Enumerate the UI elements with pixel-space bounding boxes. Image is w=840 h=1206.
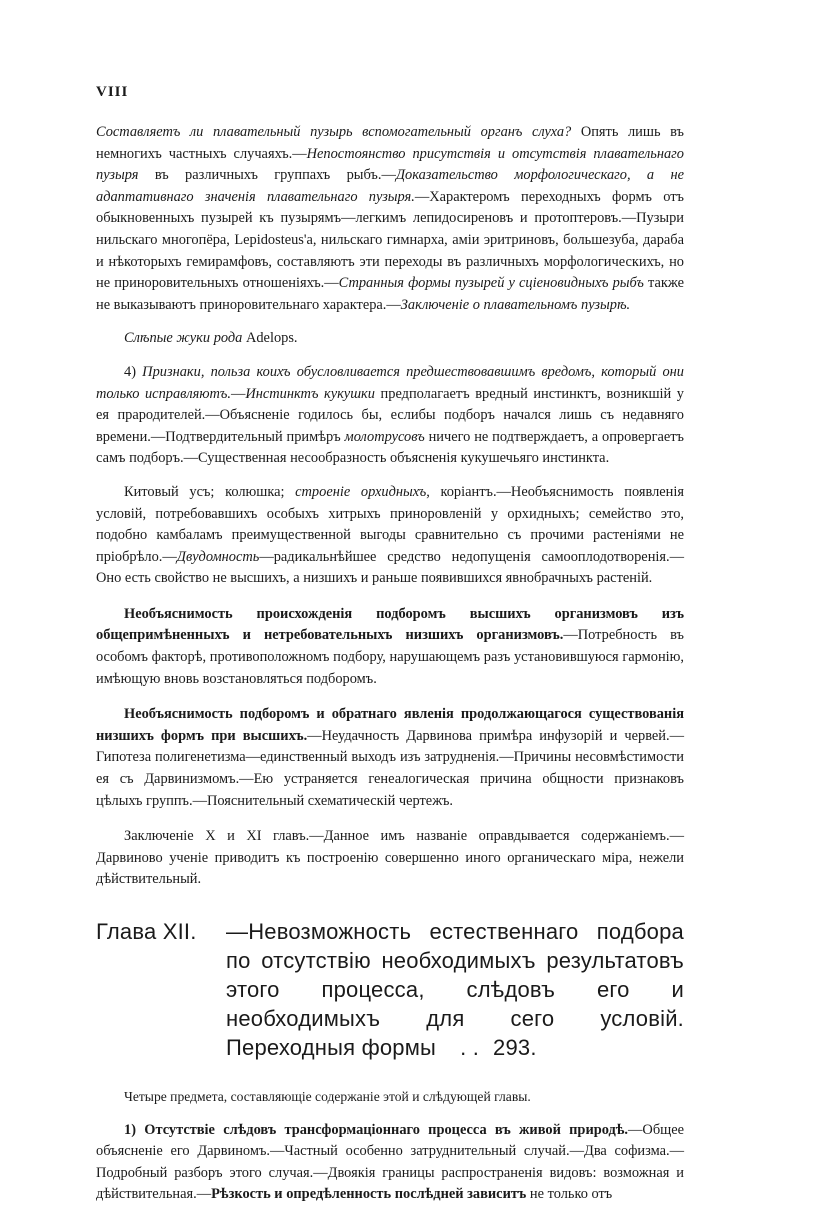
text: — — [230, 385, 246, 402]
text: —радикальнѣйшее средство недопущенія самооплодотворенія.—Оно есть свойство не высшихъ, а низшихъ и раньше появившихся явнобрачныхъ растеній. — [96, 548, 684, 587]
text: не только отъ — [526, 1186, 613, 1203]
paragraph-adelops — [96, 328, 684, 350]
paragraph-absence-of-traces — [96, 1120, 684, 1206]
chapter-page-number: 293. — [493, 1035, 537, 1060]
paragraph-higher-organisms — [96, 604, 684, 690]
italic-phrase: молотрусовъ — [344, 428, 425, 445]
text: ничего не подтверждаетъ, а опровергаетъ самъ подборъ.—Существенная несообразность объясненія кукушечьяго инстинкта. — [96, 428, 684, 467]
italic-phrase: Странныя формы пузырей у сціеновидныхъ рыбъ — [338, 275, 644, 292]
text: —Общее объясненіе его Дарвиномъ.—Частный особенно затруднительный случай.—Два софизма.—Подробный разборъ этого случая.—Двоякія границы распространенія видовъ: возможная и дѣйствительная.— — [96, 1121, 684, 1203]
text: , коріантъ.—Необъяснимость появленія условій, потребовавшихъ особыхъ хитрыхъ приноровленій у орхидныхъ; семейство это, подобно камбаламъ преимущественной выгоды сравнительно съ прочими растеніями не пріобрѣло.— — [96, 483, 684, 565]
italic-phrase: строеніе орхидныхъ — [295, 483, 427, 500]
italic-phrase: Признаки, польза коихъ обусловливается предшествовавшимъ вредомъ, который они только исправляютъ. — [96, 363, 684, 402]
bold-heading: 1) Отсутствіе слѣдовъ трансформаціоннаго процесса въ живой природѣ. — [124, 1121, 629, 1138]
leader-dots: . . — [460, 1035, 480, 1060]
text: Китовый усъ; колюшка; — [124, 483, 296, 500]
text: предполагаетъ вредный инстинктъ, возникшій у ея прародителей.—Объясненіе годилось бы, еслибы подборъ начался лишь съ недавняго времени.—Подтвердительный примѣръ — [96, 385, 684, 445]
chapter-label: Глава XII. — [96, 919, 197, 944]
italic-phrase: Инстинктъ кукушки — [245, 385, 375, 402]
text: —Неудачность Дарвинова примѣра инфузорій и червей.—Гипотеза полигенетизма—единственный выходъ изъ затрудненія.—Причины несовмѣстимости ея съ Дарвинизмомъ.—Ею устраняется генеалогическая причина общности признаковъ цѣлыхъ группъ.—Пояснительный схематическій чертежъ. — [96, 727, 684, 809]
text: —Характеромъ переходныхъ формъ отъ обыкновенныхъ пузырей къ пузырямъ—легкимъ лепидосиреновъ и протоптеровъ.—Пузыри нильскаго многопёра, Lepidosteus'а, нильскаго гимнарха, аміи эритриновъ, большезуба, дараба и нѣкоторыхъ гемирамфовъ, составляютъ эти переходы въ различныхъ морфологическихъ, но не приноровительныхъ отношеніяхъ.— — [96, 188, 684, 292]
paragraph-four-subjects — [96, 1086, 684, 1108]
italic-phrase: Заключеніе о плавательномъ пузырѣ. — [400, 296, 631, 313]
paragraph-swim-bladder — [96, 122, 684, 316]
text: въ различныхъ группахъ рыбъ.— — [138, 167, 396, 184]
italic-phrase: Двудомность — [176, 548, 260, 565]
question-heading: Составляетъ ли плавательный пузырь вспомогательный органъ слуха? — [96, 124, 572, 140]
text: —Данное имъ названіе оправдывается содержаніемъ.—Дарвиново ученіе приводитъ къ построенію совершенно иного органическаго міра, нежели дѣйствительный. — [96, 828, 684, 888]
item-number: 4) — [124, 363, 143, 380]
text: также не выказываютъ приноровительнаго характера.— — [96, 275, 684, 313]
paragraph-cuckoo — [96, 362, 684, 470]
italic-phrase: Слѣпые жуки рода — [124, 330, 243, 347]
chapter-title — [226, 917, 684, 1062]
text: Опять лишь въ немногихъ частныхъ случаяхъ.— — [96, 124, 684, 162]
paragraph-orchids — [96, 482, 684, 590]
chapter-heading — [96, 917, 684, 1062]
toc-body — [96, 122, 684, 1206]
bold-heading: Рѣзкость и опредѣленность послѣдней зависитъ — [211, 1186, 527, 1203]
text: Четыре предмета, составляющіе содержаніе этой и слѣдующей главы. — [124, 1089, 531, 1104]
text: Adelops. — [242, 330, 298, 347]
bold-heading: Необъяснимость происхожденія подборомъ высшихъ организмовъ изъ общепримѣненныхъ и нетребовательныхъ низшихъ организмовъ. — [96, 605, 684, 644]
text: —Потребность въ особомъ факторѣ, противоположномъ подбору, нарушающемъ разъ установившуюся гармонію, имѣющую вновь возстановляться подборомъ. — [96, 627, 684, 687]
conclusion-lead: Заключеніе X и XI главъ. — [124, 828, 310, 845]
italic-phrase: Непостоянство присутствія и отсутствія плавательнаго пузыря — [96, 145, 684, 184]
chapter-title-text: —Невозможность естественнаго подбора по отсутствію необходимыхъ результатовъ этого процесса, слѣдовъ его и необходимыхъ для сего условій. Переходныя формы — [226, 919, 684, 1060]
italic-phrase: Доказательство морфологическаго, а не адаптативнаго значенія плавательнаго пузыря. — [96, 167, 684, 205]
paragraph-lower-forms — [96, 704, 684, 812]
bold-heading: Необъяснимость подборомъ и обратнаго явленія продолжающагося существованія низшихъ формъ при высшихъ. — [96, 706, 684, 744]
page-number: VIII — [96, 84, 129, 100]
paragraph-conclusion — [96, 826, 684, 891]
